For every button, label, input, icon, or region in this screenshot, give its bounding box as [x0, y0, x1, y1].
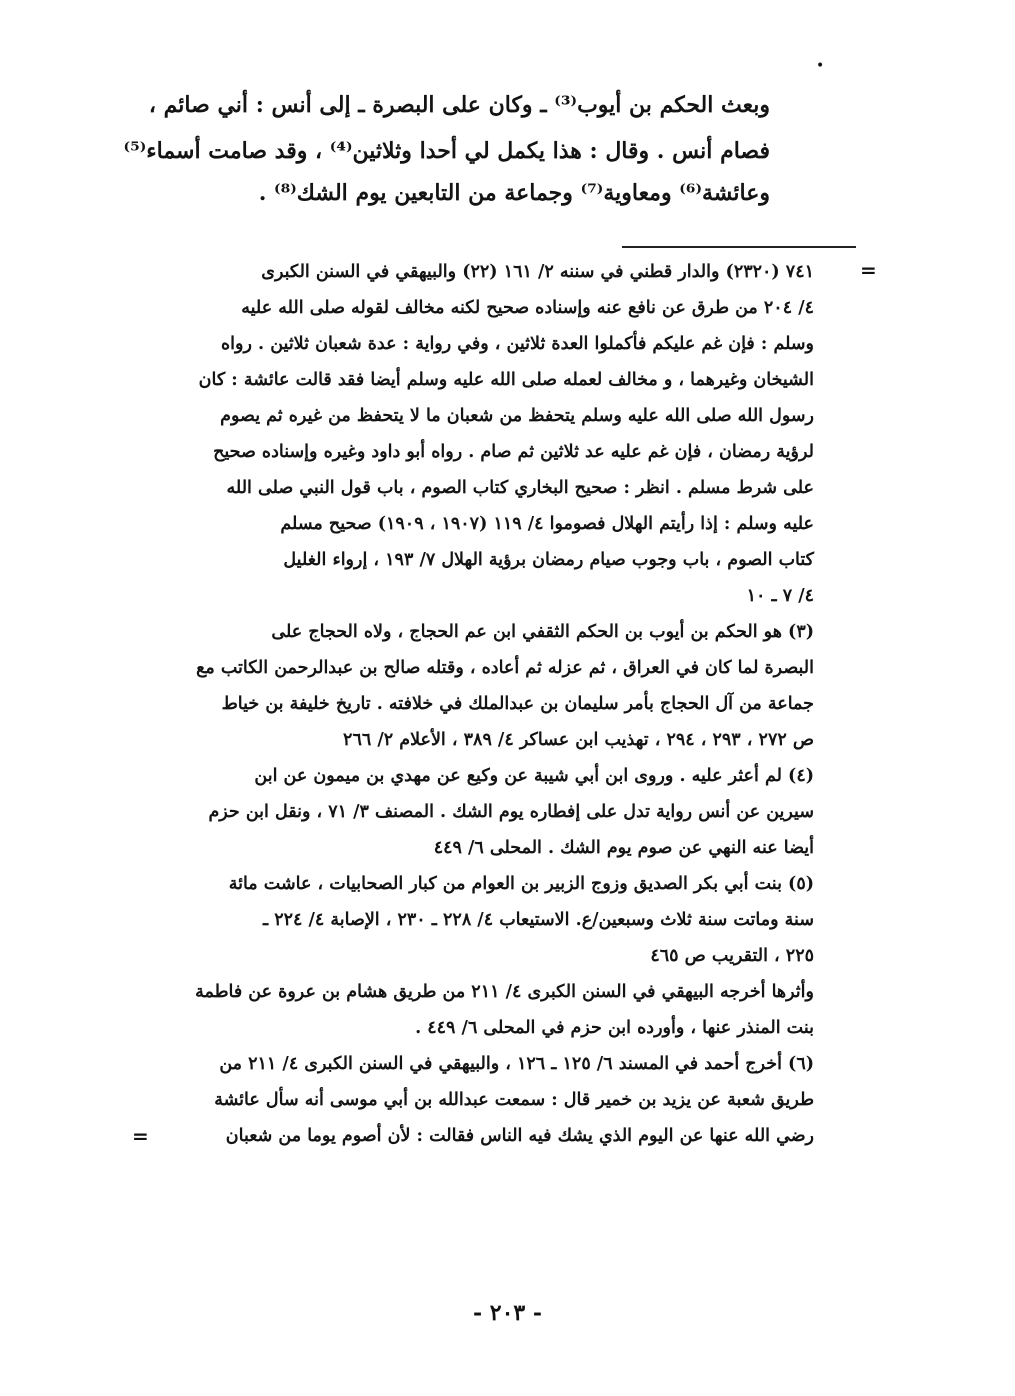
footnote-line: وسلم : فإن غم عليكم فأكملوا العدة ثلاثين ، وفي رواية : عدة شعبان ثلاثين . رواه — [221, 334, 814, 354]
footnote-line: عليه وسلم : إذا رأيتم الهلال فصوموا ٤/ ١١٩ (١٩٠٧ ، ١٩٠٩) صحيح مسلم — [280, 514, 814, 534]
stray-mark: • — [816, 58, 825, 74]
footnote-line: ٤/ ٢٠٤ من طرق عن نافع عنه وإسناده صحيح لكنه مخالف لقوله صلى الله عليه — [241, 298, 814, 318]
footnote-line: ص ٢٧٢ ، ٢٩٣ ، ٢٩٤ ، تهذيب ابن عساكر ٤/ ٣٨٩ ، الأعلام ٢/ ٢٦٦ — [343, 730, 814, 750]
footnote-line: كتاب الصوم ، باب وجوب صيام رمضان برؤية الهلال ٧/ ١٩٣ ، إرواء الغليل — [283, 550, 814, 570]
footnote-line: ٢٢٥ ، التقريب ص ٤٦٥ — [650, 946, 814, 966]
footnote-line: لرؤية رمضان ، فإن غم عليه عد ثلاثين ثم صام . رواه أبو داود وغيره وإسناده صحيح — [213, 442, 814, 462]
footnote-line: وأثرها أخرجه البيهقي في السنن الكبرى ٤/ ٢١١ من طريق هشام بن عروة عن فاطمة — [195, 982, 814, 1002]
footnote-line: رسول الله صلى الله عليه وسلم يتحفظ من شعبان ما لا يتحفظ من غيره ثم يصوم — [220, 406, 814, 426]
page-number: - ٢٠٣ - — [472, 1300, 543, 1326]
footnote-line: رضي الله عنها عن اليوم الذي يشك فيه الناس فقالت : لأن أصوم يوما من شعبان — [225, 1126, 814, 1146]
footnote-line: سيرين عن أنس رواية تدل على إفطاره يوم الشك . المصنف ٣/ ٧١ ، ونقل ابن حزم — [208, 802, 814, 822]
footnote-line: (٦) أخرج أحمد في المسند ٦/ ١٢٥ ـ ١٢٦ ، والبيهقي في السنن الكبرى ٤/ ٢١١ من — [219, 1054, 814, 1074]
footnote-line: ٧٤١ (٢٣٢٠) والدار قطني في سننه ٢/ ١٦١ (٢٢) والبيهقي في السنن الكبرى — [261, 262, 814, 282]
footnote-line: بنت المنذر عنها ، وأورده ابن حزم في المحلى ٦/ ٤٤٩ . — [415, 1018, 814, 1038]
footnote-line: الشيخان وغيرهما ، و مخالف لعمله صلى الله عليه وسلم أيضا فقد قالت عائشة : كان — [198, 370, 814, 390]
footnote-line: (٥) بنت أبي بكر الصديق وزوج الزبير بن العوام من كبار الصحابيات ، عاشت مائة — [228, 874, 814, 894]
footnote-line: على شرط مسلم . انظر : صحيح البخاري كتاب الصوم ، باب قول النبي صلى الله — [226, 478, 814, 498]
footnote-line: ٤/ ٧ ـ ١٠ — [746, 586, 814, 606]
footnote-line: البصرة لما كان في العراق ، ثم عزله ثم أعاده ، وقتله صالح بن عبدالرحمن الكاتب مع — [196, 658, 814, 678]
continuation-mark-top: = — [860, 258, 877, 282]
main-line: وبعث الحكم بن أيوب⁽³⁾ ـ وكان على البصرة ـ إلى أنس : أني صائم ، — [148, 92, 770, 118]
footnote-line: (٤) لم أعثر عليه . وروى ابن أبي شيبة عن وكيع عن مهدي بن ميمون عن ابن — [254, 766, 814, 786]
main-line: وعائشة⁽⁶⁾ ومعاوية⁽⁷⁾ وجماعة من التابعين يوم الشك⁽⁸⁾ . — [258, 180, 770, 206]
continuation-mark-bottom: = — [132, 1124, 149, 1148]
main-line: فصام أنس . وقال : هذا يكمل لي أحدا وثلاثين⁽⁴⁾ ، وقد صامت أسماء⁽⁵⁾ — [123, 138, 770, 164]
footnote-line: جماعة من آل الحجاج بأمر سليمان بن عبدالملك في خلافته . تاريخ خليفة بن خياط — [221, 694, 814, 714]
footnote-separator — [622, 246, 856, 248]
footnote-line: أيضا عنه النهي عن صوم يوم الشك . المحلى ٦/ ٤٤٩ — [433, 838, 814, 858]
footnote-line: سنة وماتت سنة ثلاث وسبعين/ع. الاستيعاب ٤/ ٢٢٨ ـ ٢٣٠ ، الإصابة ٤/ ٢٢٤ ـ — [262, 910, 814, 930]
footnote-line: طريق شعبة عن يزيد بن خمير قال : سمعت عبدالله بن أبي موسى أنه سأل عائشة — [214, 1090, 814, 1110]
footnote-line: (٣) هو الحكم بن أيوب بن الحكم الثقفي ابن عم الحجاج ، ولاه الحجاج على — [271, 622, 814, 642]
